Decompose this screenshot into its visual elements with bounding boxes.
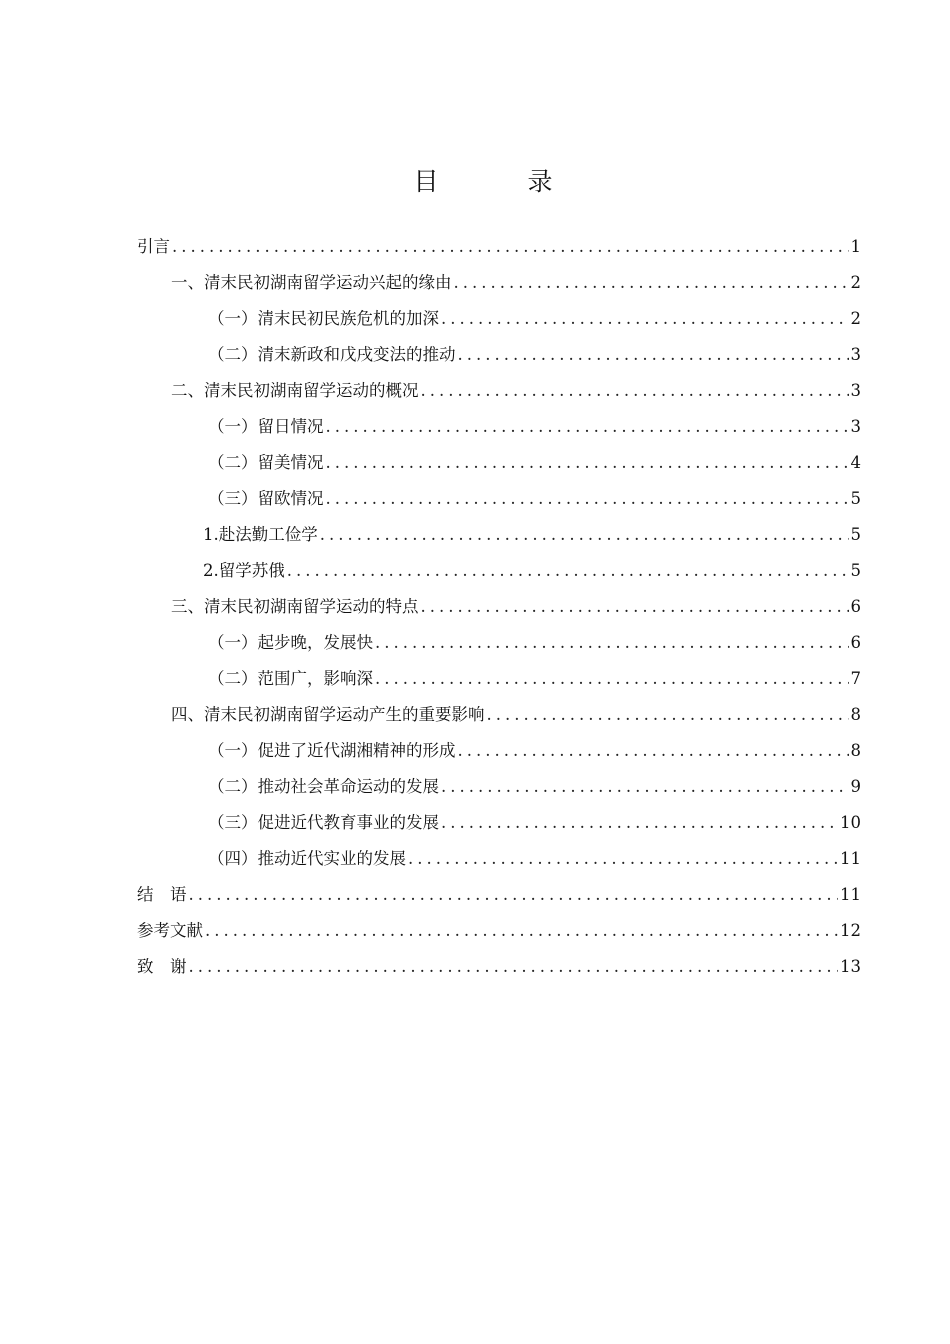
toc-entry-title: （二）推动社会革命运动的发展: [208, 777, 439, 796]
toc-entry-title: 引言: [137, 237, 170, 256]
toc-entry[interactable]: [137, 661, 861, 697]
toc-leader-dots: [454, 265, 849, 301]
toc-entry-page-number: 3: [850, 345, 861, 364]
toc-entry-page-number: 11: [840, 885, 861, 904]
toc-entry-title: 一、清末民初湖南留学运动兴起的缘由: [171, 273, 452, 292]
toc-entry-title: 参考文献: [137, 921, 203, 940]
toc-entry-page-number: 3: [850, 417, 861, 436]
toc-leader-dots: [375, 625, 849, 661]
toc-leader-dots: [421, 589, 849, 625]
toc-entry[interactable]: [137, 769, 861, 805]
toc-entry-title: （二）清末新政和戊戌变法的推动: [208, 345, 456, 364]
toc-entry[interactable]: [137, 913, 861, 949]
table-of-contents: [137, 229, 861, 985]
toc-entry-title: （一）起步晚，发展快: [208, 633, 373, 652]
toc-entry[interactable]: [137, 229, 861, 265]
toc-entry-page-number: 5: [850, 489, 861, 508]
toc-leader-dots: [458, 337, 849, 373]
toc-leader-dots: [326, 409, 849, 445]
toc-leader-dots: [172, 229, 849, 265]
toc-entry[interactable]: [137, 265, 861, 301]
toc-leader-dots: [441, 301, 849, 337]
toc-leader-dots: [421, 373, 849, 409]
toc-entry-title: （三）促进近代教育事业的发展: [208, 813, 439, 832]
toc-entry-page-number: 8: [850, 705, 861, 724]
toc-entry-page-number: 13: [840, 957, 861, 976]
toc-entry-title: 致 谢: [137, 957, 187, 976]
toc-leader-dots: [375, 661, 849, 697]
toc-entry-page-number: 1: [850, 237, 861, 256]
toc-entry-page-number: 2: [850, 309, 861, 328]
toc-entry-title: （一）清末民初民族危机的加深: [208, 309, 439, 328]
toc-entry-title: 三、清末民初湖南留学运动的特点: [171, 597, 419, 616]
toc-entry-page-number: 8: [850, 741, 861, 760]
toc-entry-page-number: 10: [840, 813, 861, 832]
toc-entry-title: 二、清末民初湖南留学运动的概况: [171, 381, 419, 400]
toc-entry[interactable]: [137, 553, 861, 589]
toc-leader-dots: [408, 841, 838, 877]
toc-entry[interactable]: [137, 517, 861, 553]
toc-entry-title: （一）留日情况: [208, 417, 324, 436]
toc-entry[interactable]: [137, 589, 861, 625]
toc-entry-page-number: 6: [850, 633, 861, 652]
toc-entry-page-number: 4: [850, 453, 861, 472]
toc-entry-title: 2.留学苏俄: [203, 561, 285, 580]
page-title: 目 录: [413, 167, 585, 196]
toc-leader-dots: [287, 553, 849, 589]
toc-leader-dots: [189, 877, 839, 913]
toc-entry-page-number: 12: [840, 921, 861, 940]
toc-entry[interactable]: [137, 373, 861, 409]
toc-leader-dots: [189, 949, 839, 985]
toc-entry[interactable]: [137, 841, 861, 877]
toc-entry-title: （三）留欧情况: [208, 489, 324, 508]
toc-entry[interactable]: [137, 949, 861, 985]
toc-entry-page-number: 5: [850, 561, 861, 580]
toc-leader-dots: [487, 697, 849, 733]
toc-entry[interactable]: [137, 337, 861, 373]
toc-entry[interactable]: [137, 625, 861, 661]
toc-entry[interactable]: [137, 805, 861, 841]
toc-leader-dots: [441, 805, 838, 841]
toc-leader-dots: [326, 445, 849, 481]
toc-entry-page-number: 2: [850, 273, 861, 292]
toc-entry[interactable]: [137, 409, 861, 445]
toc-entry-page-number: 5: [850, 525, 861, 544]
toc-entry-page-number: 9: [850, 777, 861, 796]
toc-entry-title: 1.赴法勤工俭学: [203, 525, 318, 544]
toc-entry-title: （二）范围广，影响深: [208, 669, 373, 688]
toc-entry[interactable]: [137, 877, 861, 913]
toc-entry-page-number: 6: [850, 597, 861, 616]
toc-entry[interactable]: [137, 481, 861, 517]
toc-leader-dots: [320, 517, 849, 553]
toc-entry-title: （四）推动近代实业的发展: [208, 849, 406, 868]
toc-entry[interactable]: [137, 445, 861, 481]
toc-leader-dots: [441, 769, 849, 805]
toc-entry[interactable]: [137, 301, 861, 337]
toc-entry-title: 四、清末民初湖南留学运动产生的重要影响: [171, 705, 485, 724]
toc-entry-title: 结 语: [137, 885, 187, 904]
toc-entry-title: （二）留美情况: [208, 453, 324, 472]
toc-leader-dots: [458, 733, 849, 769]
toc-entry[interactable]: [137, 733, 861, 769]
toc-entry-page-number: 11: [840, 849, 861, 868]
toc-entry[interactable]: [137, 697, 861, 733]
toc-entry-title: （一）促进了近代湖湘精神的形成: [208, 741, 456, 760]
toc-entry-page-number: 7: [850, 669, 861, 688]
toc-entry-page-number: 3: [850, 381, 861, 400]
toc-leader-dots: [326, 481, 849, 517]
toc-leader-dots: [205, 913, 838, 949]
